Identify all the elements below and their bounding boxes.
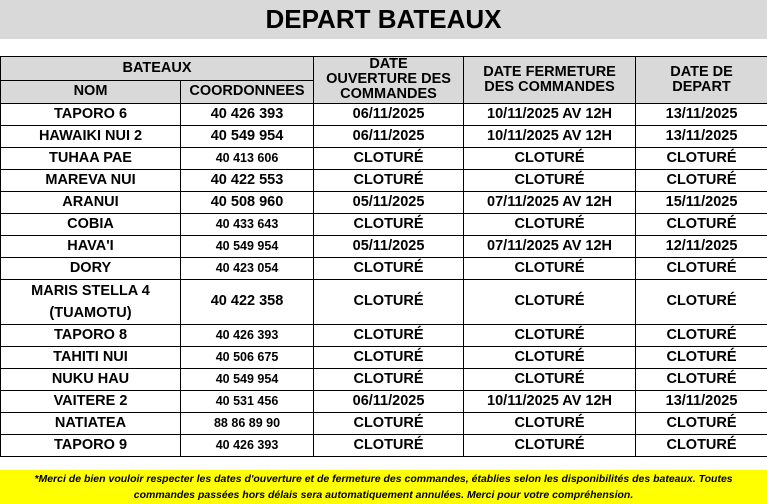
table-row bbox=[1, 368, 767, 390]
order-open-date: CLOTURÉ bbox=[314, 368, 464, 390]
departure-date: CLOTURÉ bbox=[636, 169, 767, 191]
order-close-date: 07/11/2025 AV 12H bbox=[464, 235, 636, 257]
boat-phone: 40 549 954 bbox=[181, 368, 314, 390]
order-open-date: CLOTURÉ bbox=[314, 434, 464, 456]
table-row bbox=[1, 257, 767, 279]
boat-phone: 40 549 954 bbox=[181, 235, 314, 257]
header-date-depart bbox=[636, 57, 767, 104]
departure-date: 15/11/2025 bbox=[636, 191, 767, 213]
boat-phone: 40 531 456 bbox=[181, 390, 314, 412]
header-nom: NOM bbox=[1, 80, 181, 103]
order-close-date: 10/11/2025 AV 12H bbox=[464, 125, 636, 147]
boat-name: TAPORO 9 bbox=[1, 434, 181, 456]
header-date-depart-label: DATE DE DEPART bbox=[670, 63, 733, 95]
boat-name: DORY bbox=[1, 257, 181, 279]
boat-name: TAPORO 6 bbox=[1, 103, 181, 125]
boat-phone: 40 506 675 bbox=[181, 346, 314, 368]
order-open-date: 06/11/2025 bbox=[314, 125, 464, 147]
table-row bbox=[1, 346, 767, 368]
order-open-date: CLOTURÉ bbox=[314, 279, 464, 324]
header-date-ouverture-label: DATE OUVERTURE DES COMMANDES bbox=[326, 56, 451, 103]
order-open-date: 06/11/2025 bbox=[314, 390, 464, 412]
order-close-date: CLOTURÉ bbox=[464, 279, 636, 324]
boat-name: MAREVA NUI bbox=[1, 169, 181, 191]
order-open-date: CLOTURÉ bbox=[314, 412, 464, 434]
table-row bbox=[1, 390, 767, 412]
order-close-date: CLOTURÉ bbox=[464, 368, 636, 390]
table-row bbox=[1, 279, 767, 324]
table-row bbox=[1, 191, 767, 213]
table-row bbox=[1, 213, 767, 235]
order-open-date: CLOTURÉ bbox=[314, 324, 464, 346]
boat-name: TAPORO 8 bbox=[1, 324, 181, 346]
boat-name: HAWAIKI NUI 2 bbox=[1, 125, 181, 147]
table-row bbox=[1, 125, 767, 147]
order-close-date: CLOTURÉ bbox=[464, 213, 636, 235]
header-date-ouverture bbox=[314, 57, 464, 104]
departure-date: CLOTURÉ bbox=[636, 346, 767, 368]
departure-date: CLOTURÉ bbox=[636, 213, 767, 235]
boat-phone: 40 549 954 bbox=[181, 125, 314, 147]
departure-date: CLOTURÉ bbox=[636, 434, 767, 456]
order-close-date: CLOTURÉ bbox=[464, 257, 636, 279]
boat-phone: 40 422 553 bbox=[181, 169, 314, 191]
boat-name: MARIS STELLA 4 (TUAMOTU) bbox=[1, 279, 181, 324]
boat-name: VAITERE 2 bbox=[1, 390, 181, 412]
boat-name: NATIATEA bbox=[1, 412, 181, 434]
table-row bbox=[1, 147, 767, 169]
boat-name: COBIA bbox=[1, 213, 181, 235]
departure-date: 13/11/2025 bbox=[636, 125, 767, 147]
departure-date: 13/11/2025 bbox=[636, 103, 767, 125]
header-bateaux: BATEAUX bbox=[1, 57, 314, 81]
footer-note: *Merci de bien vouloir respecter les dates d'ouverture et de fermeture des commandes, établies selon les disponibilités des bateaux. Toutes commandes passées hors délais sera automatiquement annulées. Merci pour votre compréhension. bbox=[0, 470, 767, 504]
boat-name: NUKU HAU bbox=[1, 368, 181, 390]
order-open-date: 05/11/2025 bbox=[314, 191, 464, 213]
boat-phone: 40 423 054 bbox=[181, 257, 314, 279]
order-close-date: CLOTURÉ bbox=[464, 434, 636, 456]
order-close-date: CLOTURÉ bbox=[464, 412, 636, 434]
boat-name: ARANUI bbox=[1, 191, 181, 213]
departure-date: CLOTURÉ bbox=[636, 147, 767, 169]
table-row bbox=[1, 103, 767, 125]
table-row bbox=[1, 235, 767, 257]
boat-name: TUHAA PAE bbox=[1, 147, 181, 169]
table-row bbox=[1, 434, 767, 456]
order-open-date: 06/11/2025 bbox=[314, 103, 464, 125]
departure-date: CLOTURÉ bbox=[636, 279, 767, 324]
order-close-date: CLOTURÉ bbox=[464, 346, 636, 368]
order-open-date: CLOTURÉ bbox=[314, 213, 464, 235]
table-row bbox=[1, 169, 767, 191]
order-close-date: CLOTURÉ bbox=[464, 147, 636, 169]
boat-phone: 40 426 393 bbox=[181, 103, 314, 125]
table-row bbox=[1, 412, 767, 434]
boat-phone: 40 426 393 bbox=[181, 324, 314, 346]
departure-date: CLOTURÉ bbox=[636, 412, 767, 434]
order-close-date: CLOTURÉ bbox=[464, 169, 636, 191]
departure-date: CLOTURÉ bbox=[636, 324, 767, 346]
boat-name: HAVA'I bbox=[1, 235, 181, 257]
boat-name: TAHITI NUI bbox=[1, 346, 181, 368]
departure-date: CLOTURÉ bbox=[636, 368, 767, 390]
table-body bbox=[1, 103, 767, 456]
departure-date: 13/11/2025 bbox=[636, 390, 767, 412]
boat-phone: 40 413 606 bbox=[181, 147, 314, 169]
boat-phone: 40 508 960 bbox=[181, 191, 314, 213]
order-close-date: 07/11/2025 AV 12H bbox=[464, 191, 636, 213]
order-open-date: CLOTURÉ bbox=[314, 147, 464, 169]
order-open-date: 05/11/2025 bbox=[314, 235, 464, 257]
boat-phone: 40 433 643 bbox=[181, 213, 314, 235]
header-date-fermeture bbox=[464, 57, 636, 104]
order-close-date: 10/11/2025 AV 12H bbox=[464, 103, 636, 125]
departure-date: 12/11/2025 bbox=[636, 235, 767, 257]
order-close-date: 10/11/2025 AV 12H bbox=[464, 390, 636, 412]
order-close-date: CLOTURÉ bbox=[464, 324, 636, 346]
header-coordonnees: COORDONNEES bbox=[181, 80, 314, 103]
departure-date: CLOTURÉ bbox=[636, 257, 767, 279]
page-title: DEPART BATEAUX bbox=[0, 0, 767, 39]
departures-table bbox=[0, 56, 767, 457]
boat-phone: 40 426 393 bbox=[181, 434, 314, 456]
boat-phone: 40 422 358 bbox=[181, 279, 314, 324]
header-date-fermeture-label: DATE FERMETURE DES COMMANDES bbox=[483, 63, 616, 95]
order-open-date: CLOTURÉ bbox=[314, 346, 464, 368]
order-open-date: CLOTURÉ bbox=[314, 169, 464, 191]
order-open-date: CLOTURÉ bbox=[314, 257, 464, 279]
table-row bbox=[1, 324, 767, 346]
boat-phone: 88 86 89 90 bbox=[181, 412, 314, 434]
